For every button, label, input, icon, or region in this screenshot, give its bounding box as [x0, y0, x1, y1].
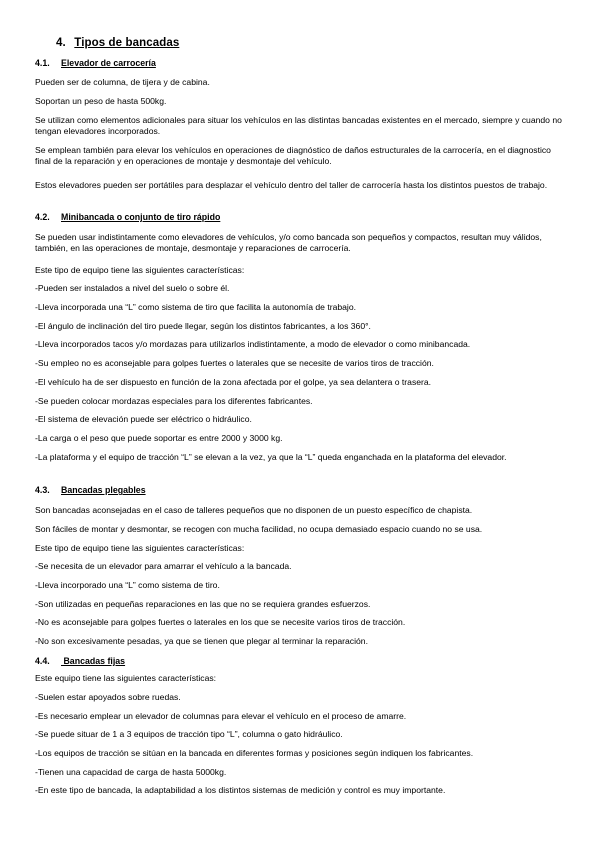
paragraph: Este tipo de equipo tiene las siguientes características: [35, 543, 245, 553]
section-title: Bancadas plegables [61, 485, 146, 495]
paragraph: Este equipo tiene las siguientes características: [35, 673, 217, 683]
section-heading [35, 58, 156, 69]
section-heading [35, 485, 146, 496]
list-item: -No es aconsejable para golpes fuertes o laterales en los que se necesite varios tiros de tracción. [35, 617, 406, 627]
paragraph: Son bancadas aconsejadas en el caso de talleres pequeños que no disponen de un puesto específico de chapista. [35, 505, 473, 515]
list-item: -El vehículo ha de ser dispuesto en función de la zona afectada por el golpe, ya sea delantera o trasera. [35, 377, 432, 387]
title-text: Tipos de bancadas [74, 37, 180, 49]
section-title: Elevador de carrocería [61, 58, 156, 68]
paragraph: Soportan un peso de hasta 500kg. [35, 96, 167, 106]
paragraph: Se emplean también para elevar los vehículos en operaciones de diagnóstico de daños estructurales de la carrocería, en el diagnostico final de la reparación y en operaciones de montaje y desmontaje del vehículo. [35, 145, 551, 166]
list-item: -Lleva incorporado una “L” como sistema de tiro. [35, 580, 220, 590]
paragraph: Estos elevadores pueden ser portátiles para desplazar el vehículo dentro del taller de carrocería hasta los distintos puestos de trabajo. [35, 180, 548, 190]
list-item: -Pueden ser instalados a nivel del suelo o sobre él. [35, 283, 230, 293]
section-number: 4.2. [35, 212, 50, 222]
list-item: -El sistema de elevación puede ser eléctrico o hidráulico. [35, 414, 252, 424]
section-number: 4.3. [35, 485, 50, 495]
list-item: -Se necesita de un elevador para amarrar el vehículo a la bancada. [35, 561, 292, 571]
section-number: 4.1. [35, 58, 50, 68]
list-item: -Se pueden colocar mordazas especiales para los diferentes fabricantes. [35, 396, 313, 406]
list-item: -Es necesario emplear un elevador de columnas para elevar el vehículo en el proceso de amarre. [35, 711, 407, 721]
list-item: -La plataforma y el equipo de tracción “L” se elevan a la vez, ya que la “L” queda enganchada en la plataforma del elevador. [35, 452, 507, 462]
page-title [56, 38, 179, 49]
paragraph: Son fáciles de montar y desmontar, se recogen con mucha facilidad, no ocupa demasiado espacio cuando no se usa. [35, 524, 483, 534]
section-heading [35, 656, 125, 667]
list-item: -Se puede situar de 1 a 3 equipos de tracción tipo “L”, columna o gato hidráulico. [35, 729, 343, 739]
list-item: -El ángulo de inclinación del tiro puede llegar, según los distintos fabricantes, a los 360°. [35, 321, 371, 331]
title-number: 4. [56, 37, 66, 49]
list-item: -Lleva incorporada una “L” como sistema de tiro que facilita la autonomía de trabajo. [35, 302, 357, 312]
list-item: -La carga o el peso que puede soportar es entre 2000 y 3000 kg. [35, 433, 283, 443]
list-item: -Tienen una capacidad de carga de hasta 5000kg. [35, 767, 227, 777]
section-number: 4.4. [35, 656, 50, 666]
section-heading [35, 212, 220, 223]
list-item: -Los equipos de tracción se sitúan en la bancada en diferentes formas y posiciones según indiquen los fabricantes. [35, 748, 474, 758]
paragraph: Este tipo de equipo tiene las siguientes características: [35, 265, 245, 275]
paragraph: Se pueden usar indistintamente como elevadores de vehículos, y/o como bancada son pequeños y compactos, resultan muy válidos, también, en las operaciones de montaje, desmontaje y reparaciones de carrocería. [35, 232, 542, 253]
list-item: -Lleva incorporados tacos y/o mordazas para utilizarlos indistintamente, a modo de elevador o como minibancada. [35, 339, 471, 349]
list-item: -En este tipo de bancada, la adaptabilidad a los distintos sistemas de medición y control es muy importante. [35, 785, 446, 795]
list-item: -No son excesivamente pesadas, ya que se tienen que plegar al terminar la reparación. [35, 636, 368, 646]
section-title: Minibancada o conjunto de tiro rápido [61, 212, 221, 222]
list-item: -Su empleo no es aconsejable para golpes fuertes o laterales que se necesite de varios tiros de tracción. [35, 358, 434, 368]
paragraph: Pueden ser de columna, de tijera y de cabina. [35, 77, 210, 87]
list-item: -Suelen estar apoyados sobre ruedas. [35, 692, 181, 702]
paragraph: Se utilizan como elementos adicionales para situar los vehículos en las distintas bancadas existentes en el mercado, siempre y cuando no tengan elevadores incorporados. [35, 115, 562, 136]
list-item: -Son utilizadas en pequeñas reparaciones en las que no se requiera grandes esfuerzos. [35, 599, 371, 609]
section-title: Bancadas fijas [61, 656, 126, 666]
